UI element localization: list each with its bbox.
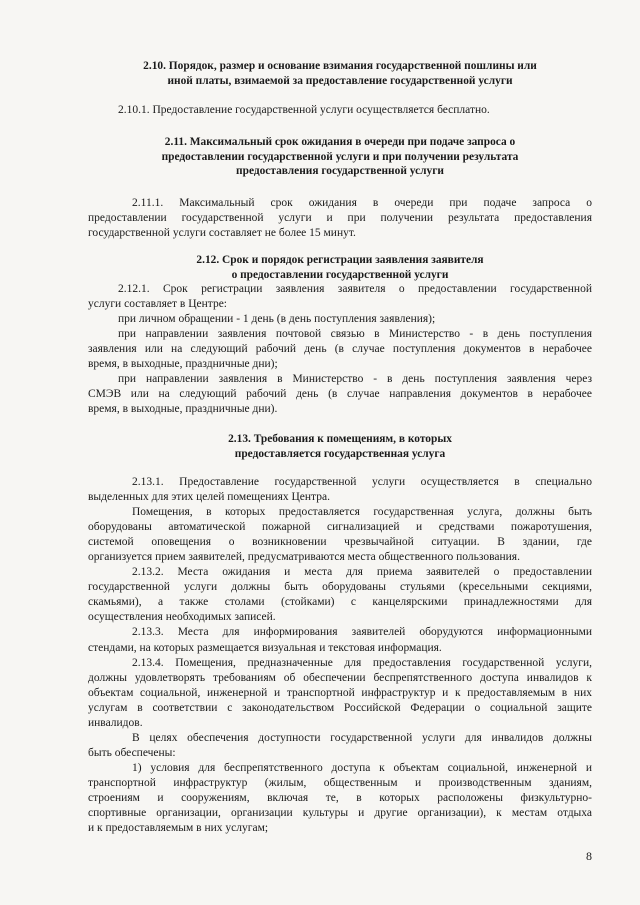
heading-line: 2.10. Порядок, размер и основание взимания государственной пошлины или [143, 60, 537, 72]
section-2-13-heading [88, 432, 592, 461]
heading-line: предоставляется государственная услуга [234, 447, 446, 460]
paragraph-line: быть обеспечены: [88, 746, 176, 759]
paragraph-line: выделенных для этих целей помещениях Центра. [88, 491, 330, 504]
section-2-10-heading [88, 59, 592, 88]
heading-line: 2.12. Срок и порядок регистрации заявления заявителя [196, 254, 484, 266]
paragraph-line: время, в выходные, праздничные дни). [88, 403, 278, 416]
paragraph-line: осуществления необходимых записей. [88, 611, 276, 624]
paragraph-line: инвалидов. [88, 716, 143, 729]
section-2-10-paragraph [88, 103, 592, 118]
paragraph-line: Помещения, в которых предоставляется государственная услуга, должны быть [132, 506, 592, 519]
section-2-13-body [88, 475, 592, 836]
paragraph-line: при направлении заявления почтовой связью в Министерство - в день поступления [118, 328, 592, 341]
paragraph-line: 2.11.1. Максимальный срок ожидания в очереди при подаче запроса о [132, 197, 592, 209]
heading-line: о предоставлении государственной услуги [231, 268, 449, 281]
section-2-12-heading [88, 253, 592, 282]
paragraph-line: 1) условия для беспрепятственного доступа к объектам социальной, инженерной и [132, 761, 592, 774]
paragraph-line: при направлении заявления в Министерство - в день поступления заявления через [118, 373, 592, 386]
paragraph-line: 2.10.1. Предоставление государственной услуги осуществляется бесплатно. [118, 104, 490, 116]
heading-line: 2.11. Максимальный срок ожидания в очереди при подаче запроса о [164, 136, 516, 148]
paragraph-line: строениям и сооружениям, включая те, в которых расположены физкультурно- [88, 791, 592, 804]
paragraph-line: стендами, на которых размещается визуальная и текстовая информация. [88, 641, 442, 654]
paragraph-line: организуется прием заявителей, предусматриваются места общественного пользования. [88, 551, 520, 564]
paragraph-line: скамьями), а также столами (стойками) с канцелярскими принадлежностями для [88, 596, 592, 609]
section-2-12-body [88, 282, 592, 417]
paragraph-line: спортивные организации, организации культуры и другие организации), к местам отдыха [88, 807, 592, 820]
paragraph-line: В целях обеспечения доступности государственной услуги для инвалидов должны [132, 731, 592, 744]
paragraph-line: предоставлении государственной услуги и при получении результата предоставления [88, 212, 592, 225]
heading-line: предоставлении государственной услуги и при получении результата [161, 150, 519, 163]
paragraph-line: объектам социальной, инженерной и транспортной инфраструктур и к предоставляемым в них [88, 686, 592, 699]
paragraph-line: должны удовлетворять требованиям об обеспечении беспрепятственного доступа инвалидов к [88, 671, 592, 684]
section-2-11-paragraph [88, 196, 592, 241]
paragraph-line: 2.13.3. Места для информирования заявителей оборудуются информационными [132, 626, 592, 639]
paragraph-line: услуги составляет в Центре: [88, 298, 227, 311]
paragraph-line: время, в выходные, праздничные дни); [88, 358, 278, 371]
section-2-11-heading [88, 135, 592, 179]
paragraph-line: транспортной инфраструктур (жилым, общественным и производственным зданиям, [88, 776, 592, 789]
heading-line: иной платы, взимаемой за предоставление государственной услуги [167, 74, 513, 87]
paragraph-line: системой оповещения о возникновении чрезвычайной ситуации. В здании, где [88, 536, 592, 549]
paragraph-line: услугам в соответствии с законодательством Российской Федерации о социальной защите [88, 701, 592, 714]
paragraph-line: 2.13.1. Предоставление государственной услуги осуществляется в специально [132, 476, 592, 488]
heading-line: 2.13. Требования к помещениям, в которых [228, 433, 452, 445]
paragraph-line: 2.12.1. Срок регистрации заявления заявителя о предоставлении государственной [118, 283, 592, 295]
paragraph-line: заявления или на следующий рабочий день (в случае поступления документов в нерабочее [88, 343, 592, 356]
paragraph-line: и к предоставляемым в них услугам; [88, 822, 269, 835]
page-number: 8 [586, 849, 592, 863]
paragraph-line: при личном обращении - 1 день (в день поступления заявления); [118, 313, 436, 326]
paragraph-line: государственной услуги должны быть оборудованы стульями (кресельными секциями, [88, 581, 592, 594]
paragraph-line: СМЭВ или на следующий рабочий день (в случае направления документов в нерабочее [88, 388, 592, 401]
paragraph-line: 2.13.4. Помещения, предназначенные для предоставления государственной услуги, [132, 656, 592, 669]
paragraph-line: оборудованы автоматической пожарной сигнализацией и средствами пожаротушения, [88, 521, 592, 534]
paragraph-line: государственной услуги составляет не более 15 минут. [88, 227, 356, 240]
heading-line: предоставления государственной услуги [236, 165, 444, 178]
paragraph-line: 2.13.2. Места ожидания и места для приема заявителей о предоставлении [132, 566, 592, 579]
